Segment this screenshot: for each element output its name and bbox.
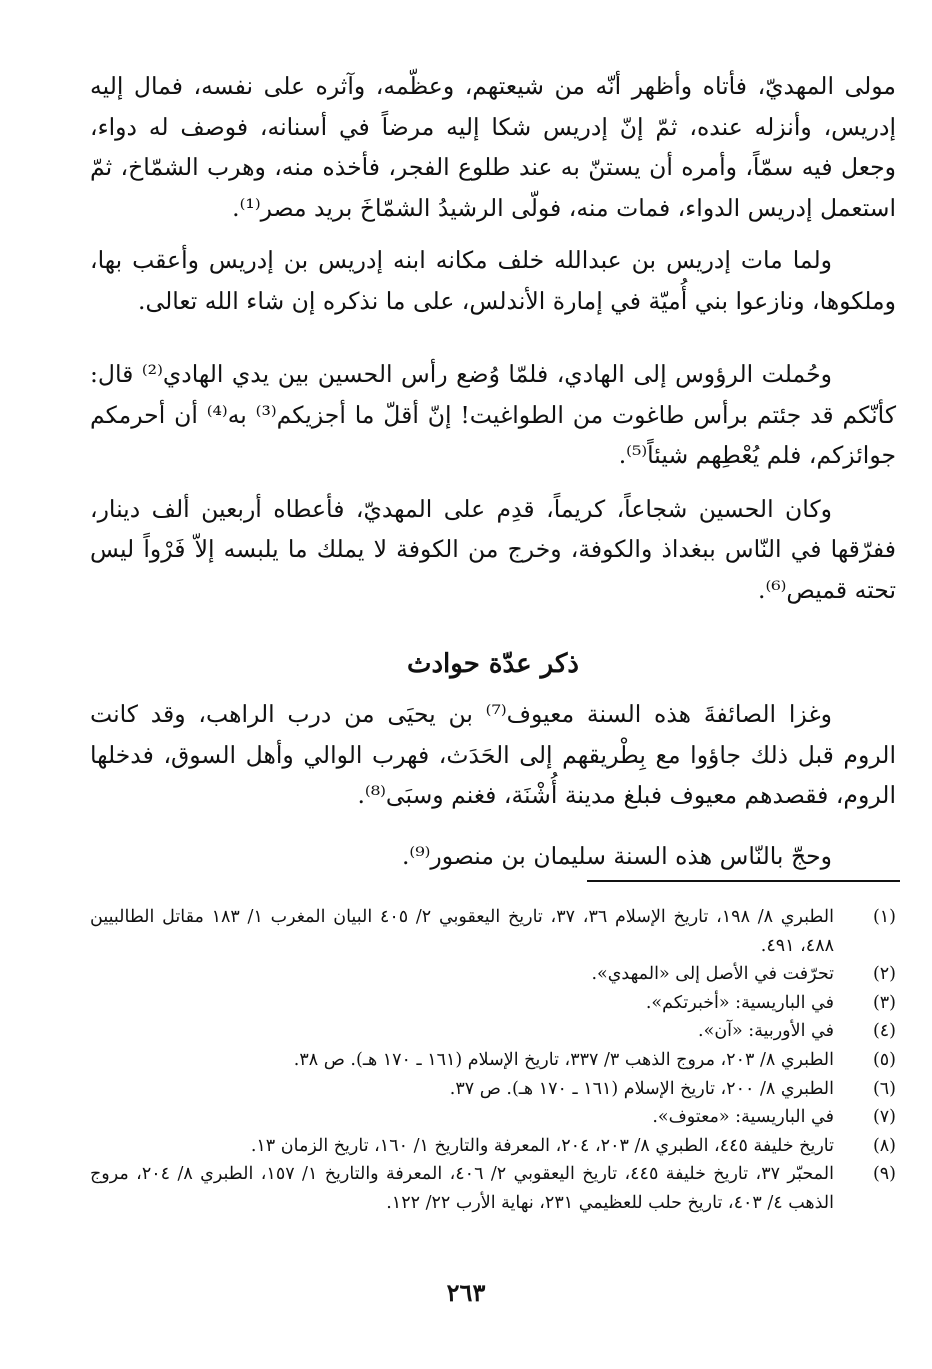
- footnote: [90, 1160, 896, 1217]
- footnote: [90, 1103, 896, 1132]
- footnote-text: تحرّفت في الأصل إلى «المهدي».: [591, 964, 834, 985]
- section-heading: ذكر عدّة حوادث: [407, 649, 579, 679]
- footnote-text: الطبري ٨/ ١٩٨، تاريخ الإسلام ٣٦، ٣٧، تاريخ اليعقوبي ٢/ ٤٠٥ البيان المغرب ١/ ١٨٣ مقاتل الطالبيين ٤٨٨، ٤٩١.: [90, 907, 834, 956]
- main-text: [90, 66, 896, 876]
- footnote-number: (٦): [872, 1078, 896, 1099]
- paragraph-1: مولى المهديّ، فأتاه وأظهر أنّه من شيعتهم، وعظّمه، وآثره على نفسه، فمال إليه إدريس، وأنزله عنده، ثمّ إنّ إدريس شكا إليه مرضاً في أسنانه، فوصف له دواء، وجعل فيه سمّاً، وأمره أن يستنّ به عند طلوع الفجر، فأخذه منه، وهرب الشمّاخ، ثمّ استعمل إدريس الدواء، فمات منه، فولّى الرشيدُ الشمّاخَ بريد مصر⁽¹⁾.: [90, 72, 896, 222]
- footnote: [90, 989, 896, 1018]
- footnote: [90, 903, 896, 960]
- footnotes: [90, 903, 896, 1218]
- footnote-text: في الباريسية: «معتوف».: [652, 1107, 834, 1128]
- footnote-text: في الأوربية: «آن».: [698, 1021, 834, 1042]
- footnote-text: الطبري ٨/ ٢٠٠، تاريخ الإسلام (١٦١ ـ ١٧٠ هـ). ص ٣٧.: [449, 1078, 834, 1099]
- paragraph-2: ولما مات إدريس بن عبدالله خلف مكانه ابنه إدريس بن إدريس وأعقب بها، وملكوها، ونازعوا بني أُميّة في إمارة الأندلس، على ما نذكره إن شاء الله تعالى.: [90, 246, 896, 315]
- footnote-number: (٢): [872, 964, 896, 985]
- footnote-separator: [587, 880, 900, 882]
- footnote-number: (٨): [872, 1135, 896, 1156]
- footnote-number: (١): [872, 907, 896, 927]
- footnote-number: (٤): [872, 1021, 896, 1042]
- paragraph-4: وكان الحسين شجاعاً، كريماً، قدِم على المهديّ، فأعطاه أربعين ألف دينار، ففرّقها في النّاس ببغداذ والكوفة، وخرج من الكوفة لا يملك ما يلبسه إلاّ فَرْواً ليس تحته قميص⁽⁶⁾.: [90, 494, 896, 604]
- footnote-number: (٩): [872, 1164, 896, 1185]
- footnote-number: (٥): [872, 1049, 896, 1070]
- page-number: ٢٦٣: [446, 1278, 486, 1307]
- footnote-number: (٣): [872, 992, 896, 1013]
- footnote-text: تاريخ خليفة ٤٤٥، الطبري ٨/ ٢٠٣، ٢٠٤، المعرفة والتاريخ ١/ ١٦٠، تاريخ الزمان ١٣.: [250, 1135, 834, 1156]
- paragraph-3: وحُملت الرؤوس إلى الهادي، فلمّا وُضع رأس الحسين بين يدي الهادي⁽²⁾ قال: كأنّكم قد جئتم برأس طاغوت من الطواغيت! إنّ أقلّ ما أجزيكم⁽³⁾ به⁽⁴⁾ أن أحرمكم جوائزكم، فلم يُعْطِهم شيئاً⁽⁵⁾.: [90, 360, 897, 469]
- paragraph-6: وحجّ بالنّاس هذه السنة سليمان بن منصور⁽⁹⁾.: [401, 841, 832, 870]
- footnote-number: (٧): [872, 1107, 896, 1128]
- footnote-text: في الباريسية: «أخبرتكم».: [645, 992, 834, 1013]
- footnote: [90, 1046, 896, 1075]
- footnote: [90, 1017, 896, 1046]
- footnote-text: الطبري ٨/ ٢٠٣، مروج الذهب ٣/ ٣٣٧، تاريخ الإسلام (١٦١ ـ ١٧٠ هـ). ص ٣٨.: [293, 1049, 834, 1070]
- footnote-text: المحبّر ٣٧، تاريخ خليفة ٤٤٥، تاريخ اليعقوبي ٢/ ٤٠٦، المعرفة والتاريخ ١/ ١٥٧، الطبري ٨/ ٢٠٤، مروج الذهب ٤/ ٤٠٣، تاريخ حلب للعظيمي ٢٣١، نهاية الأرب ٢٢/ ١٢٢.: [90, 1164, 834, 1213]
- footnote: [90, 1075, 896, 1104]
- footnote: [90, 960, 896, 989]
- paragraph-5: وغزا الصائفةَ هذه السنة معيوف⁽⁷⁾ بن يحيَى من درب الراهب، وقد كانت الروم قبل ذلك جاؤوا مع بِطْريقهم إلى الحَدَث، فهرب الوالي وأهل السوق، فدخلها الروم، فقصدهم معيوف فبلغ مدينة أُشْنَة، فغنم وسبَى⁽⁸⁾.: [90, 700, 896, 809]
- footnote: [90, 1132, 896, 1161]
